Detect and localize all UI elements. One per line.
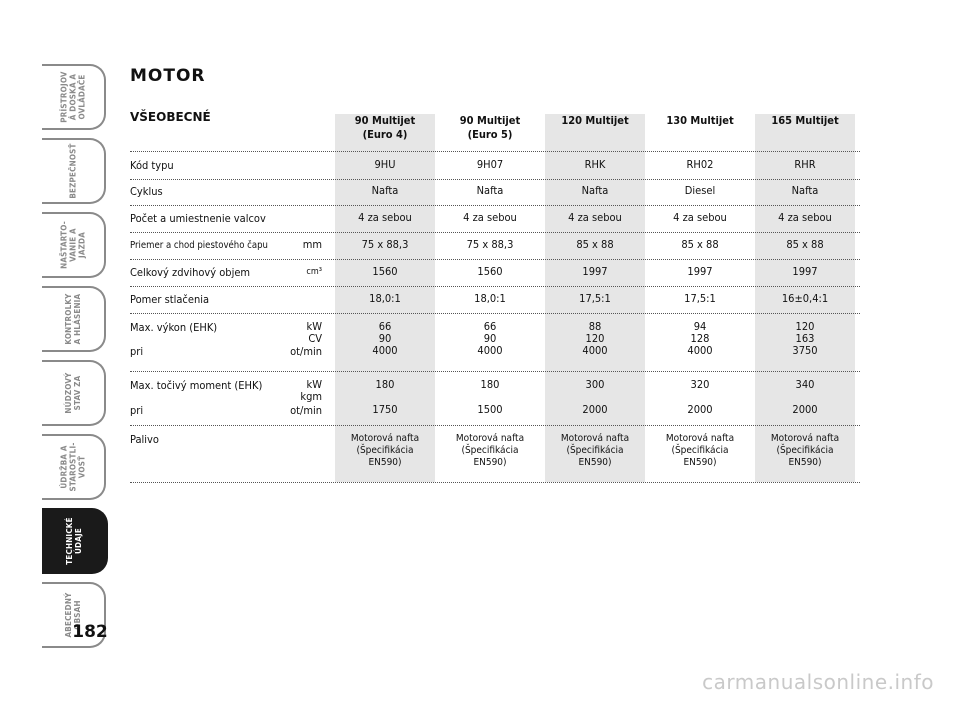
spec-cell: 4 za sebou xyxy=(778,211,832,224)
spec-cell: 2000 xyxy=(687,403,713,416)
chapter-tab-0[interactable] xyxy=(42,64,106,130)
row-divider xyxy=(130,179,860,180)
spec-cell: Nafta xyxy=(581,184,609,197)
spec-cell: RH02 xyxy=(686,158,714,171)
row-label: Kód typu xyxy=(130,159,174,172)
spec-cell: 17,5:1 xyxy=(684,292,716,305)
chapter-tab-label: TECHNICKÉ ÚDAJE xyxy=(65,517,83,565)
spec-cell: 66 90 4000 xyxy=(477,320,503,357)
row-unit-secondary: ot/min xyxy=(290,345,322,358)
row-label: Pomer stlačenia xyxy=(130,293,210,306)
column-header: 165 Multijet xyxy=(771,114,839,127)
spec-cell: Motorová nafta (Špecifikácia EN590) xyxy=(350,433,420,468)
row-divider xyxy=(130,151,860,152)
row-unit: cm³ xyxy=(306,267,322,277)
row-label-secondary: pri xyxy=(130,345,144,358)
spec-cell: 85 x 88 xyxy=(786,238,824,251)
spec-cell: 1997 xyxy=(792,265,818,278)
spec-cell: 94 128 4000 xyxy=(687,320,713,357)
row-unit: mm xyxy=(302,238,322,251)
chapter-tab-label: NÚDZOVÝ STAV ZA xyxy=(64,372,82,414)
spec-cell: 2000 xyxy=(792,403,818,416)
chapter-tab-label: NAŠTARTO- VANIE A JAZDA xyxy=(59,221,87,269)
row-label: Priemer a chod piestového čapu xyxy=(130,240,268,251)
spec-cell: 1997 xyxy=(687,265,713,278)
chapter-tab-2[interactable] xyxy=(42,212,106,278)
spec-cell: Nafta xyxy=(371,184,399,197)
column-header: 90 Multijet (Euro 4) xyxy=(354,114,416,141)
column-header: 90 Multijet (Euro 5) xyxy=(459,114,521,141)
row-divider xyxy=(130,232,860,233)
row-divider xyxy=(130,259,860,260)
row-label: Max. točivý moment (EHK) xyxy=(130,379,263,392)
row-label-secondary: pri xyxy=(130,404,144,417)
spec-cell: 1750 xyxy=(372,403,398,416)
spec-cell: 2000 xyxy=(582,403,608,416)
row-divider xyxy=(130,313,860,314)
spec-cell: Diesel xyxy=(684,184,716,197)
chapter-tab-5[interactable] xyxy=(42,434,106,500)
spec-cell: 120 163 3750 xyxy=(792,320,818,357)
spec-cell: 320 xyxy=(690,378,710,391)
spec-cell: Motorová nafta (Špecifikácia EN590) xyxy=(455,433,525,468)
spec-cell: 340 xyxy=(795,378,815,391)
chapter-tab-3[interactable] xyxy=(42,286,106,352)
section-title: VŠEOBECNÉ xyxy=(130,110,211,124)
spec-cell: 66 90 4000 xyxy=(372,320,398,357)
row-label: Počet a umiestnenie valcov xyxy=(130,212,266,225)
row-label: Cyklus xyxy=(130,185,163,198)
spec-cell: 1997 xyxy=(582,265,608,278)
spec-cell: 75 x 88,3 xyxy=(466,238,514,251)
page-number: 182 xyxy=(72,622,108,642)
row-divider xyxy=(130,371,860,372)
spec-cell: RHK xyxy=(584,158,606,171)
row-divider xyxy=(130,205,860,206)
spec-cell: 85 x 88 xyxy=(681,238,719,251)
spec-cell: 18,0:1 xyxy=(474,292,506,305)
spec-cell: 88 120 4000 xyxy=(582,320,608,357)
spec-cell: 18,0:1 xyxy=(369,292,401,305)
spec-cell: 1560 xyxy=(477,265,503,278)
row-unit: kW kgm xyxy=(300,378,322,403)
spec-cell: Motorová nafta (Špecifikácia EN590) xyxy=(665,433,735,468)
spec-cell: 16±0,4:1 xyxy=(781,292,829,305)
chapter-tab-label: BEZPEČNOSŤ xyxy=(68,143,78,199)
spec-cell: 9HU xyxy=(374,158,396,171)
chapter-tab-4[interactable] xyxy=(42,360,106,426)
chapter-tab-label: PRÍSTROJOV Á DOSKA A OVLÁDAČE xyxy=(59,71,87,123)
spec-cell: 1500 xyxy=(477,403,503,416)
spec-cell: Nafta xyxy=(791,184,819,197)
spec-cell: 4 za sebou xyxy=(358,211,412,224)
spec-cell: RHR xyxy=(794,158,816,171)
spec-cell: 4 za sebou xyxy=(463,211,517,224)
spec-cell: 300 xyxy=(585,378,605,391)
row-unit: kW CV xyxy=(306,320,322,345)
spec-cell: 75 x 88,3 xyxy=(361,238,409,251)
column-header: 120 Multijet xyxy=(561,114,629,127)
row-label: Max. výkon (EHK) xyxy=(130,321,218,334)
row-unit-secondary: ot/min xyxy=(290,404,322,417)
spec-cell: 85 x 88 xyxy=(576,238,614,251)
spec-cell: 9H07 xyxy=(476,158,504,171)
chapter-tabs xyxy=(42,64,108,656)
row-label: Celkový zdvihový objem xyxy=(130,266,251,279)
spec-cell: 17,5:1 xyxy=(579,292,611,305)
spec-cell: 1560 xyxy=(372,265,398,278)
column-header: 130 Multijet xyxy=(666,114,734,127)
spec-cell: 4 za sebou xyxy=(673,211,727,224)
page-title: MOTOR xyxy=(130,66,206,86)
chapter-tab-label: ÚDRŽBA A STAROSTLI- VOSŤ xyxy=(59,442,87,492)
chapter-tab-6[interactable] xyxy=(42,508,108,574)
chapter-tab-label: ABECEDNÝ OBSAH xyxy=(64,592,82,638)
spec-cell: 180 xyxy=(375,378,395,391)
row-divider xyxy=(130,482,860,483)
watermark: carmanualsonline.info xyxy=(702,670,934,694)
chapter-tab-1[interactable] xyxy=(42,138,106,204)
row-divider xyxy=(130,425,860,426)
spec-cell: 180 xyxy=(480,378,500,391)
row-label: Palivo xyxy=(130,433,159,446)
spec-cell: Motorová nafta (Špecifikácia EN590) xyxy=(560,433,630,468)
spec-cell: Motorová nafta (Špecifikácia EN590) xyxy=(770,433,840,468)
row-divider xyxy=(130,286,860,287)
spec-cell: Nafta xyxy=(476,184,504,197)
chapter-tab-label: KONTROLKY A HLÁSENIA xyxy=(64,293,82,345)
spec-cell: 4 za sebou xyxy=(568,211,622,224)
